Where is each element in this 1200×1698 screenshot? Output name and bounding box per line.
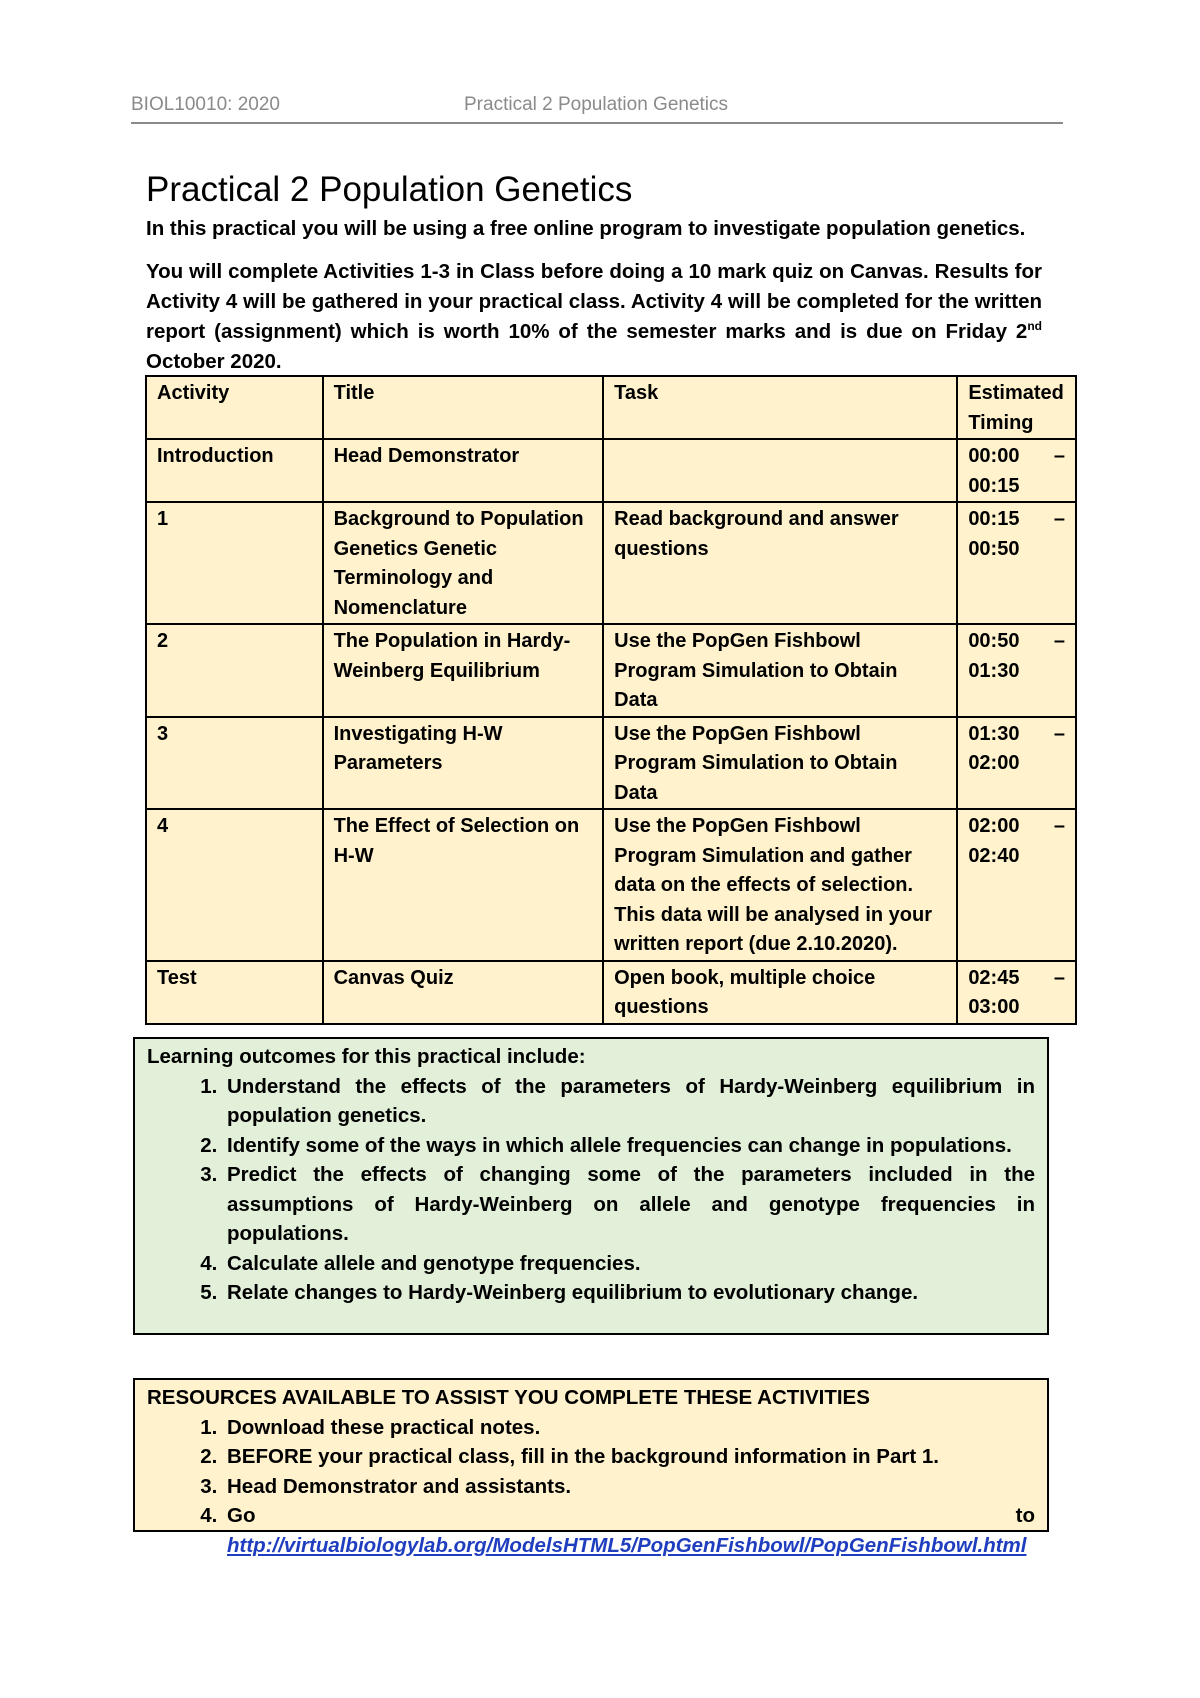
header-doc-title: Practical 2 Population Genetics <box>464 94 729 115</box>
link-prefix: Go to <box>227 1504 1035 1527</box>
cell-task: Use the PopGen Fishbowl Program Simulation and gather data on the effects of selection. This data will be analysed in your written report (due 2.10.2020). <box>603 809 957 961</box>
cell-activity: Test <box>146 961 323 1024</box>
timing-start: 02:00 <box>968 815 1020 837</box>
timing-start: 00:00 <box>968 445 1020 467</box>
list-item: 1. Understand the effects of the parameters of Hardy-Weinberg equilibrium in population genetics. <box>223 1072 1035 1131</box>
cell-task: Use the PopGen Fishbowl Program Simulation to Obtain Data <box>603 717 957 810</box>
header-task: Task <box>603 376 957 439</box>
cell-activity: 4 <box>146 809 323 961</box>
activities-table <box>145 375 1077 1025</box>
table-row <box>146 624 1076 717</box>
cell-activity: 3 <box>146 717 323 810</box>
cell-timing <box>957 717 1076 810</box>
cell-activity: Introduction <box>146 439 323 502</box>
intro-paragraph <box>146 257 1042 377</box>
cell-title: Canvas Quiz <box>323 961 604 1024</box>
timing-end: 00:50 <box>968 537 1020 560</box>
cell-title: The Population in Hardy-Weinberg Equilibrium <box>323 624 604 717</box>
timing-dash: – <box>1053 815 1065 837</box>
cell-activity: 1 <box>146 502 323 624</box>
cell-title: Investigating H-W Parameters <box>323 717 604 810</box>
page-header <box>131 94 1063 124</box>
cell-timing <box>957 624 1076 717</box>
table-row <box>146 809 1076 961</box>
timing-end: 01:30 <box>968 659 1020 682</box>
popgen-fishbowl-link[interactable]: http://virtualbiologylab.org/ModelsHTML5/PopGenFishbowl/PopGenFishbowl.html <box>227 1533 1027 1557</box>
page-subtitle: In this practical you will be using a free online program to investigate population genetics. <box>146 217 1026 240</box>
resources-title: RESOURCES AVAILABLE TO ASSIST YOU COMPLETE THESE ACTIVITIES <box>147 1386 870 1409</box>
list-item: 3. Head Demonstrator and assistants. <box>223 1472 1035 1502</box>
cell-title: The Effect of Selection on H-W <box>323 809 604 961</box>
intro-text-end: October 2020. <box>146 350 282 373</box>
learning-outcomes-list <box>147 1072 1035 1308</box>
cell-activity: 2 <box>146 624 323 717</box>
resources-box <box>133 1378 1049 1557</box>
timing-dash: – <box>1053 722 1065 745</box>
cell-task: Read background and answer questions <box>603 502 957 624</box>
timing-start: 02:45 <box>968 966 1020 989</box>
timing-end: 03:00 <box>968 996 1020 1018</box>
list-item: 4. Calculate allele and genotype frequencies. <box>223 1249 1035 1279</box>
header-timing: Estimated Timing <box>957 376 1076 439</box>
cell-task: Open book, multiple choice questions <box>603 961 957 1024</box>
cell-timing <box>957 502 1076 624</box>
cell-timing <box>957 809 1076 961</box>
cell-task: Use the PopGen Fishbowl Program Simulation to Obtain Data <box>603 624 957 717</box>
intro-text: You will complete Activities 1-3 in Class before doing a 10 mark quiz on Canvas. Results for Activity 4 will be gathered in your practical class. Activity 4 will be completed for the written report (assignment) which is worth 10% of the semester marks and is due on Friday 2 <box>146 260 1042 343</box>
cell-title: Head Demonstrator <box>323 439 604 502</box>
cell-task <box>603 439 957 502</box>
list-item <box>223 1501 1035 1560</box>
header-course: BIOL10010: 2020 <box>131 94 280 115</box>
table-row <box>146 961 1076 1024</box>
list-item: 2. Identify some of the ways in which allele frequencies can change in populations. <box>223 1131 1035 1161</box>
list-item: 1. Download these practical notes. <box>223 1413 1035 1443</box>
cell-timing <box>957 961 1076 1024</box>
table-row <box>146 717 1076 810</box>
timing-dash: – <box>1053 630 1065 652</box>
timing-end: 02:40 <box>968 844 1020 867</box>
timing-end: 00:15 <box>968 474 1020 497</box>
timing-dash: – <box>1053 508 1065 530</box>
table-row <box>146 439 1076 502</box>
cell-timing <box>957 439 1076 502</box>
table-row <box>146 502 1076 624</box>
learning-outcomes-title: Learning outcomes for this practical include: <box>147 1045 586 1068</box>
header-activity: Activity <box>146 376 323 439</box>
header-title: Title <box>323 376 604 439</box>
timing-start: 00:15 <box>968 508 1020 530</box>
table-header-row <box>146 376 1076 439</box>
timing-end: 02:00 <box>968 752 1020 774</box>
list-item: 5. Relate changes to Hardy-Weinberg equilibrium to evolutionary change. <box>223 1278 1035 1308</box>
resources-list <box>147 1413 1035 1561</box>
timing-start: 00:50 <box>968 630 1020 652</box>
list-item: 3. Predict the effects of changing some of the parameters included in the assumptions of Hardy-Weinberg on allele and genotype frequencies in populations. <box>223 1160 1035 1249</box>
learning-outcomes-box <box>133 1037 1049 1335</box>
list-item: 2. BEFORE your practical class, fill in the background information in Part 1. <box>223 1442 1035 1472</box>
timing-dash: – <box>1053 445 1065 467</box>
intro-superscript: nd <box>1027 319 1042 334</box>
timing-start: 01:30 <box>968 722 1020 745</box>
timing-dash: – <box>1053 966 1065 989</box>
cell-title: Background to Population Genetics Genetic Terminology and Nomenclature <box>323 502 604 624</box>
page-title: Practical 2 Population Genetics <box>146 170 633 209</box>
